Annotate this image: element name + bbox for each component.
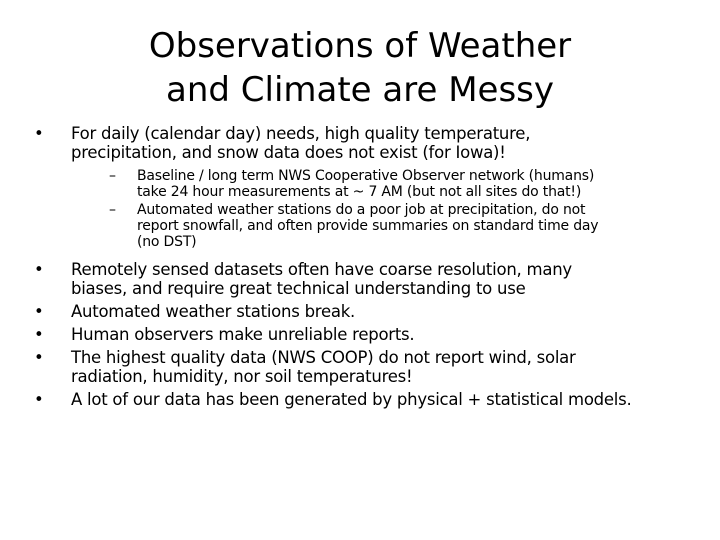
bullet-text: Automated weather stations break. (71, 302, 356, 321)
sub-bullet-text: Automated weather stations do a poor job at precipitation, do not (137, 202, 586, 218)
sub-bullet-list (71, 168, 698, 250)
bullet-item-4 (34, 325, 698, 344)
bullet-item-2 (34, 260, 698, 298)
slide-title (60, 24, 660, 112)
bullet-text: For daily (calendar day) needs, high quality temperature, (71, 124, 531, 143)
sub-bullet-marker: – (109, 202, 116, 218)
bullet-marker: • (34, 260, 44, 279)
sub-bullet-item-1 (71, 168, 698, 200)
sub-bullet-text: report snowfall, and often provide summaries on standard time day (137, 218, 599, 234)
bullet-text: Human observers make unreliable reports. (71, 325, 415, 344)
bullet-item-6 (34, 390, 698, 409)
bullet-text: Remotely sensed datasets often have coarse resolution, many (71, 260, 572, 279)
bullet-marker: • (34, 302, 44, 321)
slide-body (34, 124, 698, 413)
bullet-marker: • (34, 124, 44, 143)
sub-bullet-text: Baseline / long term NWS Cooperative Observer network (humans) (137, 168, 595, 184)
bullet-text: radiation, humidity, nor soil temperatures! (71, 367, 413, 386)
bullet-marker: • (34, 348, 44, 367)
sub-bullet-marker: – (109, 168, 116, 184)
bullet-text: The highest quality data (NWS COOP) do not report wind, solar (71, 348, 576, 367)
bullet-item-1 (34, 124, 698, 250)
bullet-marker: • (34, 390, 44, 409)
bullet-item-3 (34, 302, 698, 321)
sub-bullet-text: take 24 hour measurements at ~ 7 AM (but not all sites do that!) (137, 184, 582, 200)
sub-bullet-item-2 (71, 202, 698, 250)
bullet-text: precipitation, and snow data does not exist (for Iowa)! (71, 143, 506, 162)
title-line-2: and Climate are Messy (165, 70, 554, 110)
bullet-list (34, 124, 698, 409)
bullet-marker: • (34, 325, 44, 344)
bullet-item-5 (34, 348, 698, 386)
bullet-text: biases, and require great technical understanding to use (71, 279, 526, 298)
title-line-1: Observations of Weather (148, 26, 572, 66)
sub-bullet-text: (no DST) (137, 234, 197, 250)
bullet-text: A lot of our data has been generated by physical + statistical models. (71, 390, 632, 409)
